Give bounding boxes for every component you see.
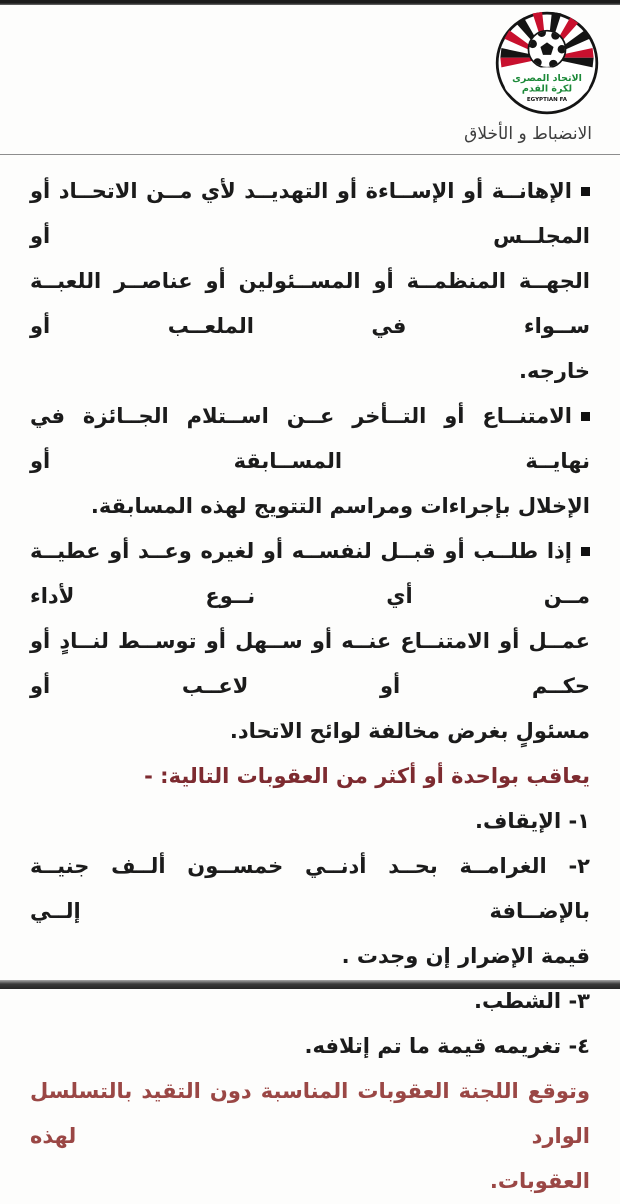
closing-note-line: وتوقع اللجنة العقوبات المناسبة دون التقيد بالتسلسل الوارد لهذه (30, 1079, 590, 1148)
bullet-line: خارجه. (519, 359, 590, 383)
header-divider (0, 154, 620, 155)
bullet-square-icon (581, 187, 590, 196)
document-body (30, 169, 590, 1204)
penalty-line: ٣- الشطب. (474, 989, 590, 1013)
bullet-item (30, 529, 590, 754)
bullet-square-icon (581, 412, 590, 421)
penalty-line: قيمة الإضرار إن وجدت . (341, 944, 590, 968)
bullet-line: عمــل أو الامتنــاع عنــه أو ســهل أو توســط لنــادٍ أو حكــم أو لاعــب أو (30, 629, 590, 698)
bullet-line: الامتنــاع أو التــأخر عــن اســتلام الجــائزة في نهايــة المســابقة أو (30, 404, 590, 473)
bullet-item (30, 169, 590, 394)
bullet-line: الجهــة المنظمــة أو المســئولين أو عناصــر اللعبــة ســواء في الملعــب أو (30, 269, 590, 338)
bullet-square-icon (581, 547, 590, 556)
closing-note (30, 1069, 590, 1204)
closing-note-line: العقوبات. (489, 1169, 590, 1193)
logo-arabic-name-line1: الاتحاد المصرى (512, 73, 582, 85)
bullet-line: مسئولٍ بغرض مخالفة لوائح الاتحاد. (229, 719, 590, 743)
bullet-line: الإهانــة أو الإســاءة أو التهديــد لأي مــن الاتحــاد أو المجلــس أو (30, 179, 590, 248)
bullet-line: الإخلال بإجراءات ومراسم التتويج لهذه المسابقة. (90, 494, 590, 518)
bullet-item (30, 394, 590, 529)
penalty-line: ١- الإيقاف. (475, 809, 590, 833)
logo-arabic-name-line2: لكرة القدم (521, 83, 573, 95)
penalty-line: ٢- الغرامــة بحــد أدنــي خمســون ألــف جنيــة بالإضــافة إلــي (30, 854, 590, 923)
top-edge-bar (0, 0, 620, 5)
efa-logo (494, 10, 600, 116)
penalties-heading: يعاقب بواحدة أو أكثر من العقوبات التالية: - (144, 764, 590, 788)
logo-english-name: EGYPTIAN FA (526, 97, 568, 104)
penalty-item (30, 1024, 590, 1069)
penalty-item (30, 799, 590, 844)
bullet-line: إذا طلــب أو قبــل لنفســه أو لغيره وعــد أو عطيــة مــن أي نــوع لأداء (30, 539, 590, 608)
penalty-item (30, 844, 590, 979)
page-title: الانضباط و الأخلاق (464, 124, 592, 144)
efa-logo-icon (494, 10, 600, 116)
penalty-line: ٤- تغريمه قيمة ما تم إتلافه. (304, 1034, 590, 1058)
bottom-edge-bar (0, 980, 620, 989)
